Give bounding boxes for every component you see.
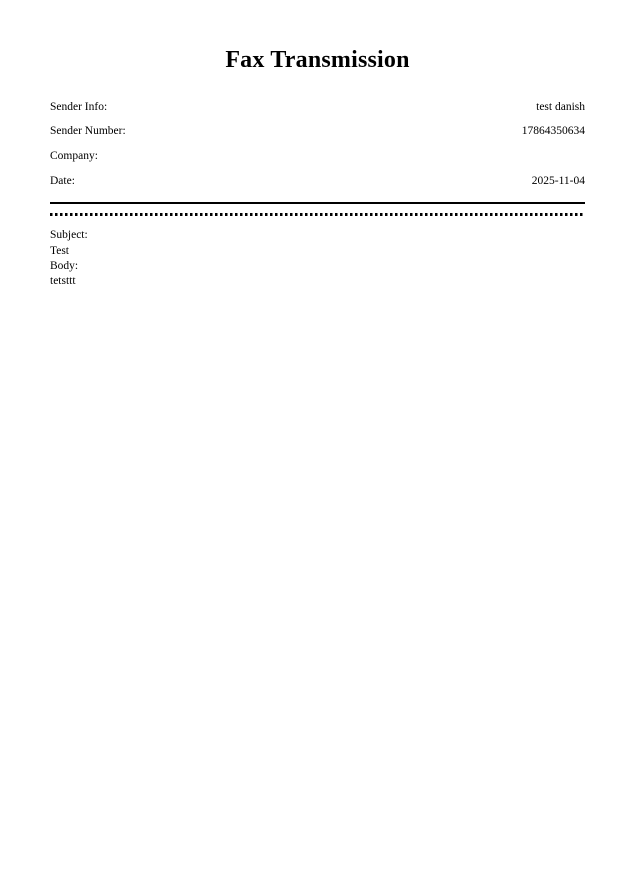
table-row <box>50 125 585 150</box>
subject-label: Subject: <box>50 229 88 242</box>
page-title: Fax Transmission <box>225 47 410 73</box>
body-value: tetsttt <box>50 274 76 287</box>
dotted-divider <box>50 213 585 216</box>
sender-info-value: test danish <box>536 100 585 113</box>
subject-value: Test <box>50 244 69 257</box>
table-row <box>50 150 585 175</box>
table-row <box>50 101 585 126</box>
date-value: 2025-11-04 <box>531 174 585 187</box>
sender-number-label: Sender Number: <box>50 125 126 138</box>
sender-number-value: 17864350634 <box>521 125 585 138</box>
body-label: Body: <box>50 259 79 272</box>
header-divider <box>50 202 585 204</box>
fax-body <box>50 228 585 289</box>
company-value <box>341 150 585 175</box>
date-label: Date: <box>50 174 75 187</box>
sender-info-label: Sender Info: <box>50 100 108 113</box>
company-label: Company: <box>50 150 98 163</box>
table-row <box>50 175 585 200</box>
fax-header-fields <box>50 101 585 200</box>
